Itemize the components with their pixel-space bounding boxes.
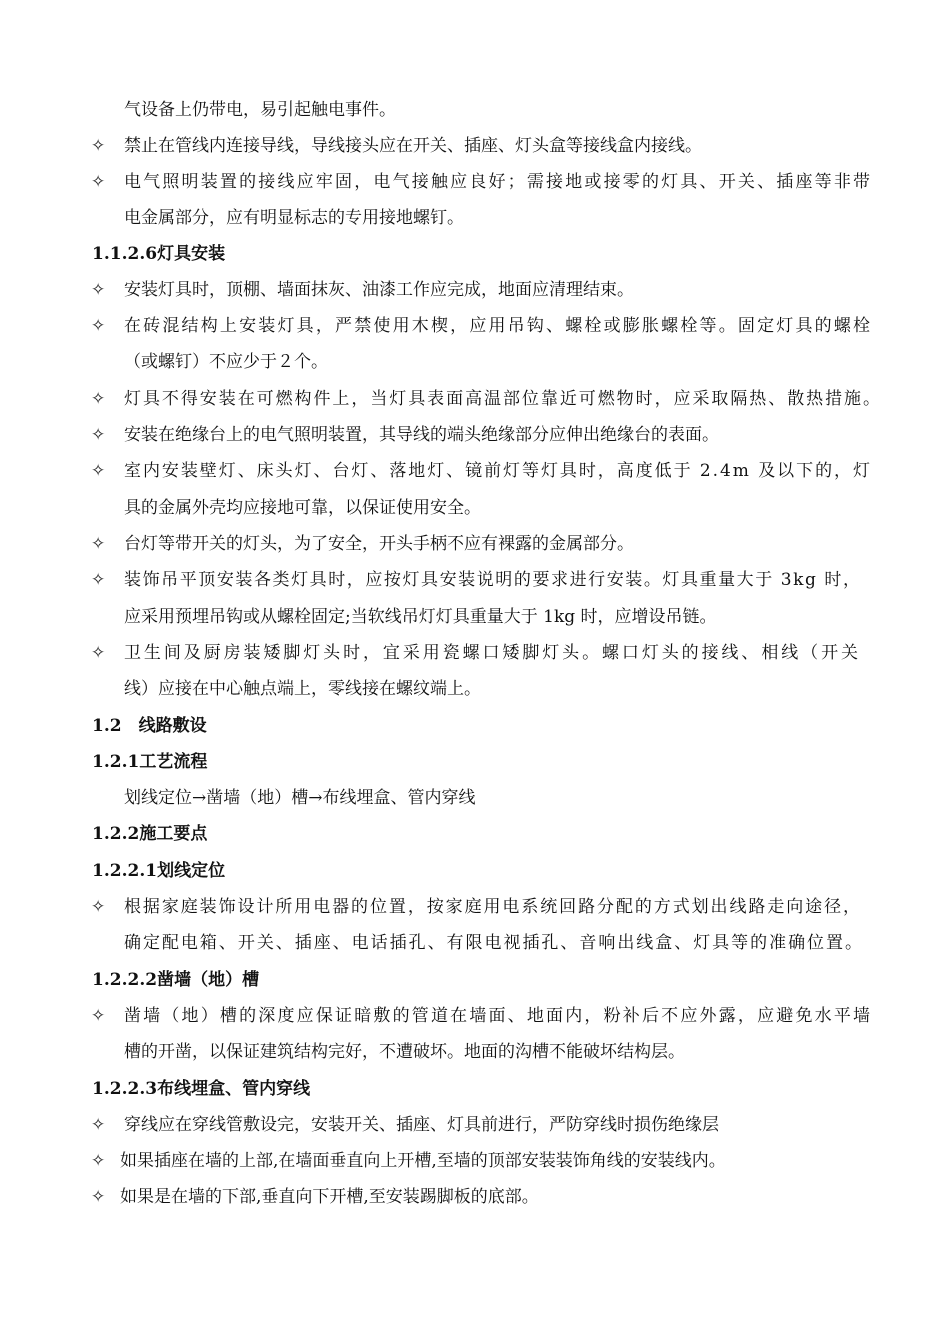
bullet-item-text: 根据家庭装饰设计所用电器的位置，按家庭用电系统回路分配的方式划出线路走向途径， [124, 897, 862, 917]
bullet-icon: ✧ [91, 461, 106, 481]
section-heading: 1.2.1工艺流程 [92, 752, 208, 772]
bullet-icon: ✧ [91, 534, 106, 554]
continuation-text: 槽的开凿，以保证建筑结构完好，不遭破坏。地面的沟槽不能破坏结构层。 [124, 1042, 685, 1062]
continuation-text: 确定配电箱、开关、插座、电话插孔、有限电视插孔、音响出线盒、灯具等的准确位置。 [124, 933, 864, 953]
bullet-item-text: 台灯等带开关的灯头，为了安全，开头手柄不应有裸露的金属部分。 [124, 534, 634, 554]
continuation-text: 具的金属外壳均应接地可靠，以保证使用安全。 [124, 498, 481, 518]
bullet-icon: ✧ [91, 1006, 106, 1026]
bullet-item-text: 穿线应在穿线管敷设完，安装开关、插座、灯具前进行，严防穿线时损伤绝缘层 [124, 1115, 719, 1135]
bullet-icon: ✧ [91, 172, 106, 192]
bullet-icon: ✧ [91, 1151, 106, 1171]
section-heading: 1.1.2.6灯具安装 [92, 244, 226, 264]
bullet-item-text: 凿墙（地）槽的深度应保证暗敷的管道在墙面、地面内，粉补后不应外露，应避免水平墙 [124, 1006, 873, 1026]
bullet-icon: ✧ [91, 897, 106, 917]
bullet-item-text: 如果是在墙的下部,垂直向下开槽,至安装踢脚板的底部。 [120, 1187, 539, 1207]
bullet-item-text: 电气照明装置的接线应牢固，电气接触应良好；需接地或接零的灯具、开关、插座等非带 [124, 172, 873, 192]
section-heading: 1.2.2.2凿墙（地）槽 [92, 970, 260, 990]
continuation-text: 划线定位→凿墙（地）槽→布线埋盒、管内穿线 [124, 788, 476, 808]
bullet-icon: ✧ [91, 425, 106, 445]
continuation-text: （或螺钉）不应少于２个。 [124, 352, 328, 372]
bullet-icon: ✧ [91, 280, 106, 300]
section-heading: 1.2.2施工要点 [92, 824, 208, 844]
bullet-icon: ✧ [91, 643, 106, 663]
bullet-item-text: 如果插座在墙的上部,在墙面垂直向上开槽,至墙的顶部安装装饰角线的安装线内。 [120, 1151, 726, 1171]
bullet-item-text: 禁止在管线内连接导线，导线接头应在开关、插座、灯头盒等接线盒内接线。 [124, 136, 702, 156]
bullet-icon: ✧ [91, 1115, 106, 1135]
bullet-item-text: 在砖混结构上安装灯具，严禁使用木楔，应用吊钩、螺栓或膨胀螺栓等。固定灯具的螺栓 [124, 316, 873, 336]
section-heading: 1.2.2.1划线定位 [92, 861, 226, 881]
section-heading: 1.2.2.3布线埋盒、管内穿线 [92, 1079, 311, 1099]
bullet-item-text: 灯具不得安装在可燃构件上，当灯具表面高温部位靠近可燃物时，应采取隔热、散热措施。 [124, 389, 882, 409]
continuation-text: 线）应接在中心触点端上，零线接在螺纹端上。 [124, 679, 481, 699]
bullet-icon: ✧ [91, 1187, 106, 1207]
bullet-item-text: 装饰吊平顶安装各类灯具时，应按灯具安装说明的要求进行安装。灯具重量大于 3kg 时， [124, 570, 862, 590]
section-heading: 1.2 线路敷设 [92, 716, 207, 736]
bullet-item-text: 安装灯具时，顶棚、墙面抹灰、油漆工作应完成，地面应清理结束。 [124, 280, 634, 300]
bullet-icon: ✧ [91, 316, 106, 336]
bullet-icon: ✧ [91, 389, 106, 409]
bullet-item-text: 卫生间及厨房装矮脚灯头时，宜采用瓷螺口矮脚灯头。螺口灯头的接线、相线（开关 [124, 643, 861, 663]
bullet-icon: ✧ [91, 136, 106, 156]
bullet-icon: ✧ [91, 570, 106, 590]
continuation-text: 电金属部分，应有明显标志的专用接地螺钉。 [124, 208, 464, 228]
bullet-item-text: 安装在绝缘台上的电气照明装置，其导线的端头绝缘部分应伸出绝缘台的表面。 [124, 425, 719, 445]
continuation-text: 气设备上仍带电，易引起触电事件。 [124, 100, 396, 120]
continuation-text: 应采用预埋吊钩或从螺栓固定;当软线吊灯灯具重量大于 1kg 时，应增设吊链。 [124, 607, 717, 627]
bullet-item-text: 室内安装壁灯、床头灯、台灯、落地灯、镜前灯等灯具时，高度低于 2.4m 及以下的，灯 [124, 461, 872, 481]
